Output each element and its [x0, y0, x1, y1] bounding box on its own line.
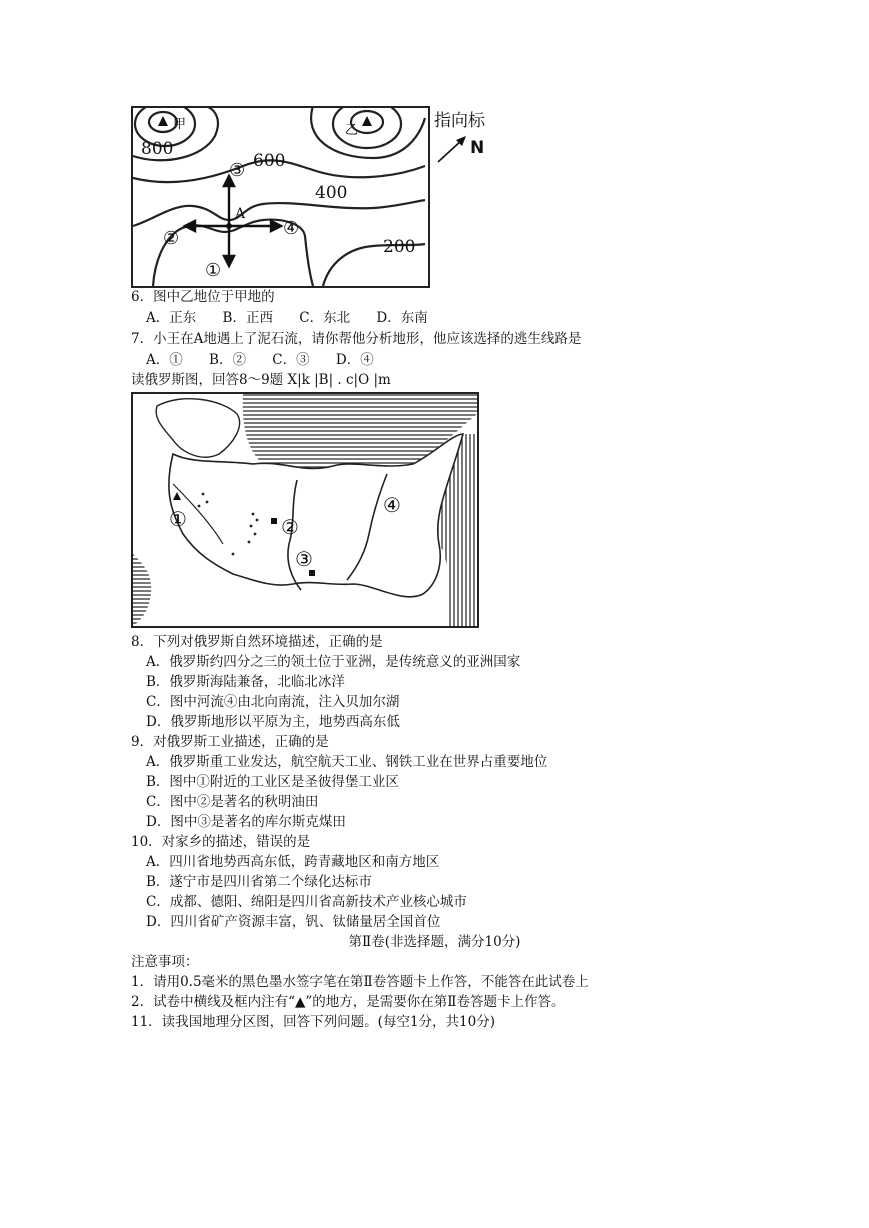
q9-option-b: B．图中①附近的工业区是圣彼得堡工业区: [146, 774, 399, 790]
contour-600: 600: [253, 151, 286, 171]
q10-option-c: C．成都、德阳、绵阳是四川省高新技术产业核心城市: [146, 894, 467, 910]
russia-map: [131, 392, 479, 628]
compass: [432, 106, 502, 166]
map2-label-3: ③: [295, 547, 313, 571]
q9-stem: 9．对俄罗斯工业描述，正确的是: [131, 734, 329, 750]
q7-option-c: C．③: [272, 352, 310, 368]
q7-option-b: B．②: [209, 352, 246, 368]
compass-title: 指向标: [434, 111, 485, 131]
q7-options: [146, 350, 396, 370]
q7-stem: 7．小王在A地遇上了泥石流，请你帮他分析地形，他应该选择的逃生线路是: [131, 331, 582, 347]
route-4-label: ④: [283, 218, 300, 239]
q6-stem: 6．图中乙地位于甲地的: [131, 289, 275, 305]
q7-option-a: A．①: [146, 352, 183, 368]
q11-stem: 11．读我国地理分区图，回答下列问题。(每空1分，共10分): [131, 1014, 495, 1030]
q6-option-d: D．东南: [376, 310, 428, 326]
map2-label-4: ④: [383, 493, 401, 517]
label-point-a: A: [235, 206, 246, 222]
compass-arrow-icon: [432, 106, 502, 166]
q8-option-c: C．图中河流④由北向南流，注入贝加尔湖: [146, 694, 400, 710]
contour-400: 400: [315, 183, 348, 203]
q6-option-a: A．正东: [146, 310, 197, 326]
q10-stem: 10．对家乡的描述，错误的是: [131, 834, 311, 850]
q9-option-a: A．俄罗斯重工业发达，航空航天工业、钢铁工业在世界占重要地位: [146, 754, 548, 770]
compass-north: N: [470, 138, 485, 158]
q9-option-d: D．图中③是著名的库尔斯克煤田: [146, 814, 346, 830]
russia-map-svg: [133, 394, 477, 626]
q8-option-a: A．俄罗斯约四分之三的领土位于亚洲，是传统意义的亚洲国家: [146, 654, 521, 670]
contour-map: [131, 106, 430, 288]
label-yi: 乙: [345, 123, 359, 138]
q9-option-c: C．图中②是著名的秋明油田: [146, 794, 319, 810]
contour-200: 200: [383, 237, 416, 257]
marker-1-icon: [173, 492, 181, 500]
contour-map-svg: [133, 108, 428, 286]
q10-option-d: D．四川省矿产资源丰富，钒、钛储量居全国首位: [146, 914, 441, 930]
map2-label-2: ②: [281, 515, 299, 539]
notice-2: 2．试卷中横线及框内注有“▲”的地方，是需要你在第Ⅱ卷答题卡上作答。: [131, 994, 565, 1010]
q7-option-d: D．④: [335, 352, 374, 368]
q8-stem: 8．下列对俄罗斯自然环境描述，正确的是: [131, 634, 383, 650]
q6-option-b: B．正西: [222, 310, 273, 326]
q10-option-b: B．遂宁市是四川省第二个绿化达标市: [146, 874, 372, 890]
notice-1: 1．请用0.5毫米的黑色墨水签字笔在第Ⅱ卷答题卡上作答，不能答在此试卷上: [131, 974, 589, 990]
contour-800: 800: [141, 139, 174, 159]
notice-title: 注意事项：: [131, 954, 199, 970]
q8-option-d: D．俄罗斯地形以平原为主，地势西高东低: [146, 714, 400, 730]
q6-options: [146, 308, 450, 328]
map2-label-1: ①: [169, 507, 187, 531]
route-1-label: ①: [205, 260, 222, 281]
intro-8-9: 读俄罗斯图，回答8～9题 X|k |B| . c|O |m: [131, 372, 391, 388]
marker-2-icon: [271, 518, 277, 524]
part2-title: 第Ⅱ卷(非选择题，满分10分): [348, 934, 521, 950]
q6-option-c: C．东北: [299, 310, 351, 326]
label-jia: 甲: [173, 117, 187, 132]
q8-option-b: B．俄罗斯海陆兼备，北临北冰洋: [146, 674, 345, 690]
peak-jia-icon: [158, 116, 168, 126]
q10-option-a: A．四川省地势西高东低，跨青藏地区和南方地区: [146, 854, 440, 870]
route-3-label: ③: [229, 160, 246, 181]
peak-yi-icon: [362, 116, 372, 126]
route-2-label: ②: [163, 228, 180, 249]
point-a-dot: [226, 223, 232, 229]
